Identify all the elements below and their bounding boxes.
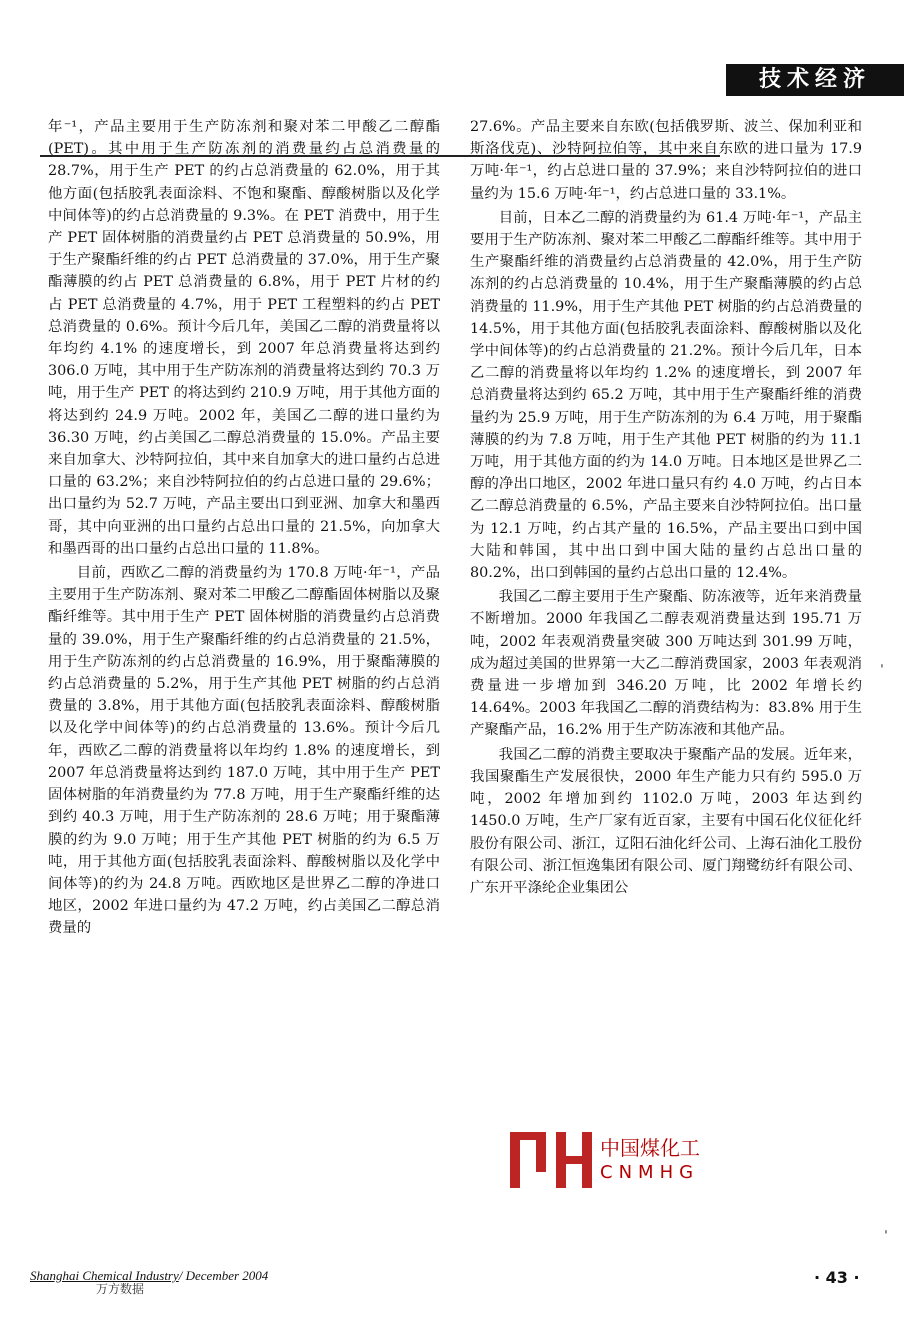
footer-journal [30,1268,269,1296]
watermark-logo-icon [506,1128,596,1192]
right-paragraph-2: 目前，日本乙二醇的消费量约为 61.4 万吨·年⁻¹，产品主要用于生产防冻剂、聚对苯二甲酸乙二醇酯纤维等。其中用于生产聚酯纤维的消费量约占总消费量的 42.0%，用于生产防冻剂的约占总消费量的 10.4%，用于生产聚酯薄膜的约占总消费量的 11.9%，用于生产其他 PET 树脂的约占总消费量的 14.5%，用于其他方面(包括胶乳表面涂料、醇酸树脂以及化学中间体等)的约占总消费量的 21.2%。预计今后几年，日本乙二醇的消费量将以年均约 1.2% 的速度增长，到 2007 年总消费量将达到约 65.2 万吨，其中用于生产聚酯纤维的消费量约为 25.9 万吨，用于生产防冻剂的为 6.4 万吨，用于聚酯薄膜的约为 7.8 万吨，用于生产其他 PET 树脂的约为 11.1 万吨，用于其他方面的约为 14.0 万吨。日本地区是世界乙二醇的净出口地区，2002 年进口量只有约 4.0 万吨，约占日本乙二醇总消费量的 6.5%，产品主要来自沙特阿拉伯。出口量为 12.1 万吨，约占其产量的 16.5%，产品主要出口到中国大陆和韩国，其中出口到中国大陆的量约占总出口量的 80.2%，出口到韩国的量约占总出口量的 12.4%。 [470,209,862,582]
right-paragraph-3: 我国乙二醇主要用于生产聚酯、防冻液等，近年来消费量不断增加。2000 年我国乙二醇表观消费量达到 195.71 万吨，2002 年表观消费量突破 300 万吨达到 301.99 万吨，成为超过美国的世界第一大乙二醇消费国家，2003 年表观消费量进一步增加到 346.20 万吨，比 2002 年增长约 14.64%。2003 年我国乙二醇的消费结构为：83.8% 用于生产聚酯产品，16.2% 用于生产防冻液和其他产品。 [470,589,862,739]
watermark-cn-text: 中国煤化工 [600,1132,700,1161]
left-paragraph-1: 年⁻¹，产品主要用于生产防冻剂和聚对苯二甲酸乙二醇酯(PET)。其中用于生产防冻剂的消费量约占总消费量的 28.7%，用于生产 PET 的约占总消费量的 62.0%，用于其他方面(包括胶乳表面涂料、不饱和聚酯、醇酸树脂以及化学中间体等)的约占总消费量的 9.3%。在 PET 消费中，用于生产 PET 固体树脂的消费量约占 PET 总消费量的 50.9%，用于生产聚酯纤维的约占 PET 总消费量的 37.0%，用于生产聚酯薄膜的约占 PET 总消费量的 6.8%，用于 PET 片材的约占 PET 总消费量的 4.7%，用于 PET 工程塑料的约占 PET 总消费量的 0.6%。预计今后几年，美国乙二醇的消费量将以年均约 4.1% 的速度增长，到 2007 年总消费量将达到约 306.0 万吨，其中用于生产防冻剂的消费量将达到约 70.3 万吨，用于生产 PET 的将达到约 210.9 万吨，用于其他方面的将达到约 24.9 万吨。2002 年，美国乙二醇的进口量约为 36.30 万吨，约占美国乙二醇总消费量的 15.0%。产品主要来自加拿大、沙特阿拉伯，其中来自加拿大的进口量约占总进口量的 63.2%；来自沙特阿拉伯的约占总进口量的 29.6%；出口量约为 52.7 万吨，产品主要出口到亚洲、加拿大和墨西哥，其中向亚洲的出口量约占总出口量的 21.5%，向加拿大和墨西哥的出口量约占总出口量的 11.8%。 [48,119,440,557]
margin-mark: ˌ [880,654,884,670]
right-paragraph-4: 我国乙二醇的消费主要取决于聚酯产品的发展。近年来，我国聚酯生产发展很快，2000 年生产能力只有约 595.0 万吨，2002 年增加到约 1102.0 万吨，2003 年达到约 1450.0 万吨，生产厂家有近百家，主要有中国石化仪征化纤股份有限公司、浙江，辽阳石油化纤公司、上海石油化工股份有限公司、浙江恒逸集团有限公司、厦门翔鹭纺纤有限公司、广东开平涤纶企业集团公 [470,746,862,896]
section-title: 技术经济 [726,64,904,96]
left-column [48,116,440,940]
page-number: · 43 · [814,1268,860,1287]
margin-mark: ˌ [884,1220,888,1236]
watermark-en-text: CNMHG [600,1162,700,1183]
left-paragraph-2: 目前，西欧乙二醇的消费量约为 170.8 万吨·年⁻¹，产品主要用于生产防冻剂、聚对苯二甲酸乙二醇酯固体树脂以及聚酯纤维等。其中用于生产 PET 固体树脂的消费量约占总消费量的 39.0%，用于生产聚酯纤维的约占总消费量的 21.5%，用于生产防冻剂的约占总消费量的 16.9%，用于聚酯薄膜的约占总消费量的 5.2%，用于生产其他 PET 树脂的约占总消费量的 3.8%，用于其他方面(包括胶乳表面涂料、醇酸树脂以及化学中间体等)的约占总消费量的 13.6%。预计今后几年，西欧乙二醇的消费量将以年均约 1.8% 的速度增长，到 2007 年总消费量将达到约 187.0 万吨，其中用于生产 PET 固体树脂的年消费量约为 77.8 万吨，用于生产聚酯纤维的达到约 40.3 万吨，用于生产防冻剂的 28.6 万吨；用于聚酯薄膜的约为 9.0 万吨；用于生产其他 PET 树脂的约为 6.5 万吨，用于其他方面(包括胶乳表面涂料、醇酸树脂以及化学中间体等)的约为 24.8 万吨。西欧地区是世界乙二醇的净进口地区，2002 年进口量约为 47.2 万吨，约占美国乙二醇总消费量的 [48,565,440,937]
watermark [496,1128,868,1192]
journal-issue: / December 2004 [178,1268,269,1283]
footer-source: 万方数据 [96,1282,145,1296]
right-paragraph-1: 27.6%。产品主要来自东欧(包括俄罗斯、波兰、保加利亚和斯洛伐克)、沙特阿拉伯等，其中来自东欧的进口量为 17.9 万吨·年⁻¹，约占总进口量的 37.9%；来自沙特阿拉伯的进口量约为 15.6 万吨·年⁻¹，约占总进口量的 33.1%。 [470,119,862,202]
right-column [470,116,862,899]
journal-name: Shanghai Chemical Industry [30,1268,179,1283]
